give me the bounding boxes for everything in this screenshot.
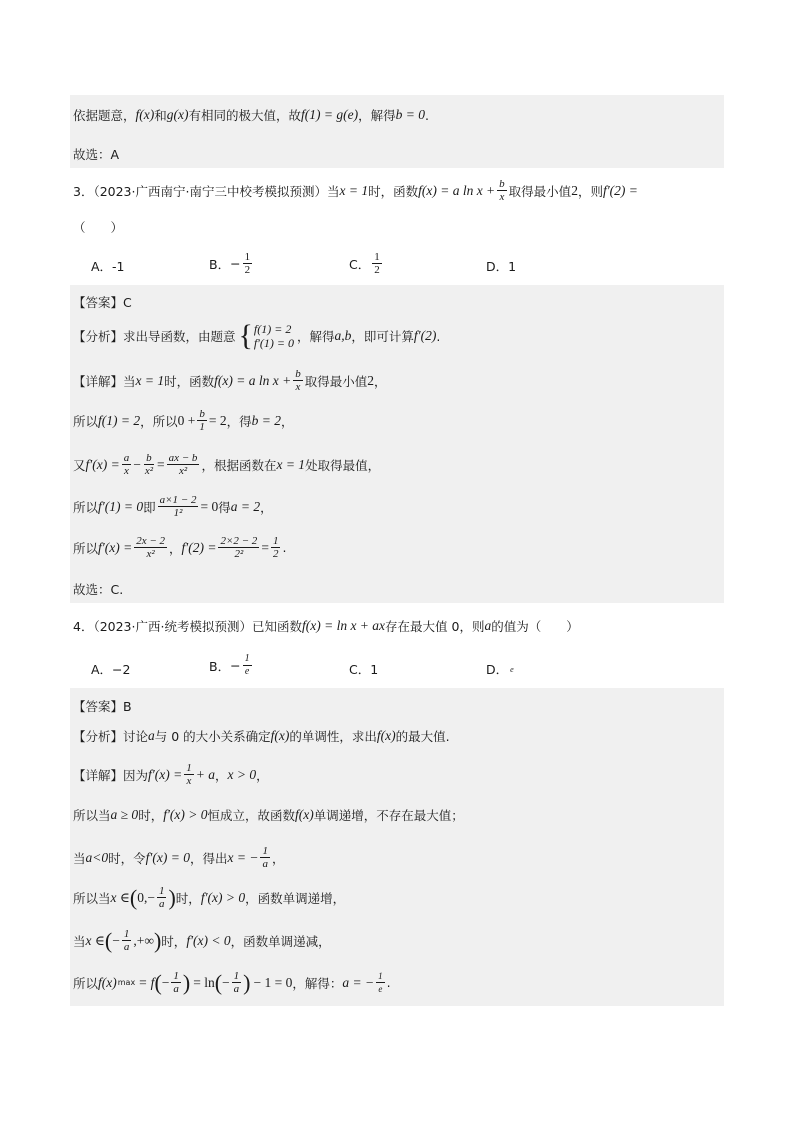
math: f′(2) = [602, 182, 638, 198]
q3-detail-1: 【详解】 当 x = 1 时，函数 f(x) = a ln x + $\frac{b}{x}$ 取得最小值 2 ， [73, 368, 387, 393]
q3-blank [73, 218, 123, 236]
q3-option-d: D．1 [486, 259, 517, 274]
q3-detail-5: 所以 f′(x) = $\frac{2x - 2}{\text{x²}}$ ， f′(2) = $\frac{2\times 2 - 2}{\text{2²}}$ = $\frac{1}{2}$ . [73, 535, 287, 560]
q3-select: 故选：C. [73, 582, 124, 597]
q4-detail-5: 当 x ∈ ( − $\frac{1}{a}$ ,+∞ ) 时， f′(x) < 0 ，函数单调递减， [73, 927, 331, 953]
q3-detail-2: 所以 f(1) = 2 ，所以 0 + $\frac{b}{1}$ = 2 ，得 b = 2 ， [73, 408, 294, 433]
q2-select [73, 145, 119, 163]
q4-detail-2: 所以当 a ≥ 0 时， f′(x) > 0 恒成立，故函数 f(x) 单调递增，不存在最大值； [73, 807, 464, 823]
math: 2 [571, 182, 578, 198]
q4-detail-1: 【详解】 因为 f′(x) = $\frac{1}{x}$ + a ， x > 0 ， [73, 762, 269, 787]
text: 有相同的极大值，故 [188, 108, 302, 123]
text: . [425, 107, 429, 123]
math: f(x) [135, 107, 155, 122]
text: 故选：A [73, 147, 120, 162]
q4-detail-3: 当 a<0 时，令 f′(x) = 0 ，得出 x = − $\frac{1}{a}$ ， [73, 845, 285, 870]
q3-option-c: C． $\frac{1}{2}$ [349, 251, 380, 276]
q4-option-b: B． − $\frac{1}{e}$ [209, 653, 250, 677]
q3-option-b: B． − $\frac{1}{2}$ [209, 251, 251, 276]
text: 取得最小值 [508, 183, 572, 199]
q4-analysis: 【分析】讨论 a 与 0 的大小关系确定 f(x) 的单调性，求出 f(x) 的最大值. [73, 728, 450, 744]
q4-option-c: C．1 [349, 662, 379, 677]
q3-answer: 【答案】C [73, 295, 132, 310]
math: f(x) = a ln x + [418, 182, 496, 198]
text: （ ） [73, 220, 124, 235]
q4-stem: 4．（2023·广西·统考模拟预测）已知函数 f(x) = ln x + ax 存在最大值 0，则 a 的值为（ ） [73, 618, 579, 634]
q3-analysis: 【分析】求出导函数，由题意 { f(1) = 2 f′(1) = 0 ，解得 a,b ，即可计算 f′(2) . [73, 319, 441, 352]
q3-option-a: A．-1 [91, 259, 125, 274]
text: ，则 [577, 183, 603, 199]
q4-answer: 【答案】B [73, 699, 132, 714]
math: g(x) [166, 107, 189, 122]
text: 时，函数 [368, 183, 419, 199]
math: b = 0 [395, 107, 425, 122]
math: x = 1 [339, 182, 369, 198]
q3-detail-3: 又 f′(x) = $\frac{a}{x}$ − $\frac{b}{\text{x²}}$ = $\frac{ax - b}{\text{x²}}$ ，根据函数在 x = 1 处取得最值， [73, 452, 381, 477]
q4-option-a: A．−2 [91, 662, 131, 677]
text: ，解得 [358, 108, 396, 123]
q4-detail-6: 所以 f(x) max = f ( − $\frac{1}{a}$ ) = ln ( − $\frac{1}{a}$ ) − 1 = 0 ，解得： a = − $\frac{1}{e}$ . [73, 969, 391, 995]
text: 3．（2023·广西南宁·南宁三中校考模拟预测）当 [73, 183, 340, 199]
q3-stem [73, 178, 638, 203]
text: 依据题意， [73, 108, 136, 123]
q4-option-d: D． e [486, 662, 514, 677]
q4-detail-4: 所以当 x ∈ ( 0,− $\frac{1}{a}$ ) 时， f′(x) > 0 ，函数单调递增， [73, 884, 346, 910]
q2-conclusion-line [73, 106, 429, 124]
math: f(1) = g(e) [301, 107, 359, 122]
text: 和 [154, 108, 167, 123]
q3-detail-4: 所以 f′(1) = 0 即 $\frac{a\times 1 - 2}{\text{1²}}$ = 0 得 a = 2 ， [73, 494, 273, 519]
fraction: $\frac{b}{x}$ [499, 178, 505, 203]
equation-system: { f(1) = 2 f′(1) = 0 [238, 319, 294, 352]
